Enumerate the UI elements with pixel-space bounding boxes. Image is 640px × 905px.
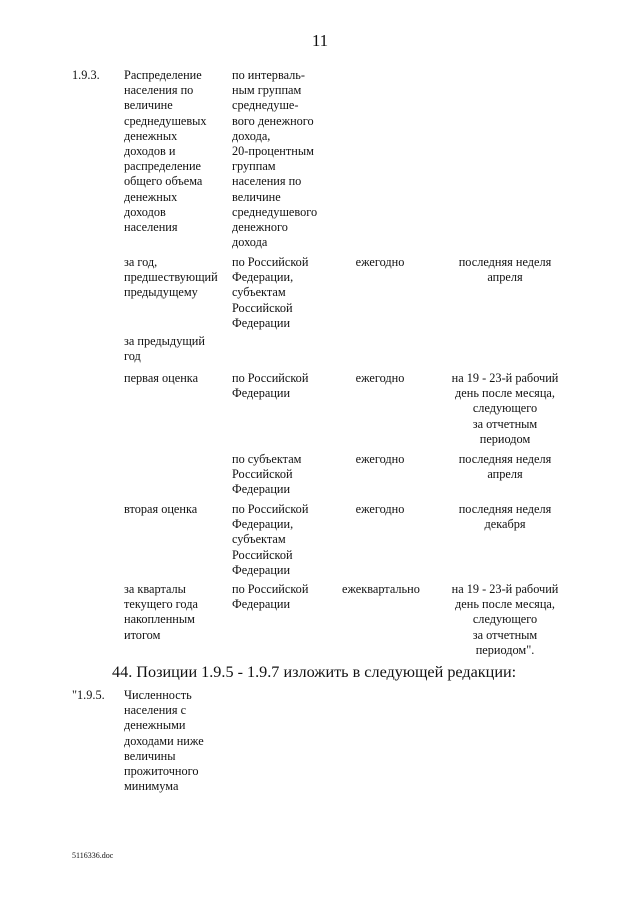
row-detail: по Российской Федерации [232,582,309,612]
indicator-name: Распределение населения по величине среднедушевых денежных доходов и распределение общего объема денежных доходов населения [124,68,207,235]
detail-groups: по интерваль- ным группам среднедуше- вого денежного дохода, 20-процентным группам населения по величине среднедушевого денежного дохода [232,68,318,250]
item-number: "1.9.5. [72,688,105,702]
row-indicator: за предыдущий год [124,334,205,364]
row-deadline: на 19 - 23-й рабочий день после месяца, следующего за отчетным периодом [451,371,559,446]
page-number: 11 [311,31,329,50]
row-indicator: первая оценка [124,371,199,385]
row-deadline: последняя неделя апреля [458,255,552,285]
row-periodicity: ежегодно [355,255,405,269]
row-detail: по Российской Федерации, субъектам Российской Федерации [232,502,309,577]
row-indicator: вторая оценка [124,502,198,516]
row-periodicity: ежеквартально [342,582,420,596]
row-detail: по Российской Федерации [232,371,309,401]
file-name-footer: 5116336.doc [72,851,114,860]
row-detail: по субъектам Российской Федерации [232,452,302,497]
row-deadline: последняя неделя апреля [458,452,552,482]
row-periodicity: ежегодно [355,502,405,516]
item-number: 1.9.3. [72,68,100,82]
row-indicator: за год, предшествующий предыдущему [124,255,218,300]
row-indicator: за кварталы текущего года накопленным итогом [124,582,198,642]
amendment-instruction: 44. Позиции 1.9.5 - 1.9.7 изложить в следующей редакции: [112,663,517,681]
row-periodicity: ежегодно [355,371,405,385]
indicator-name: Численность населения с денежными доходами ниже величины прожиточного минимума [124,688,204,794]
row-detail: по Российской Федерации, субъектам Российской Федерации [232,255,309,330]
row-deadline: на 19 - 23-й рабочий день после месяца, следующего за отчетным периодом". [451,582,559,657]
row-periodicity: ежегодно [355,452,405,466]
row-deadline: последняя неделя декабря [458,502,552,532]
